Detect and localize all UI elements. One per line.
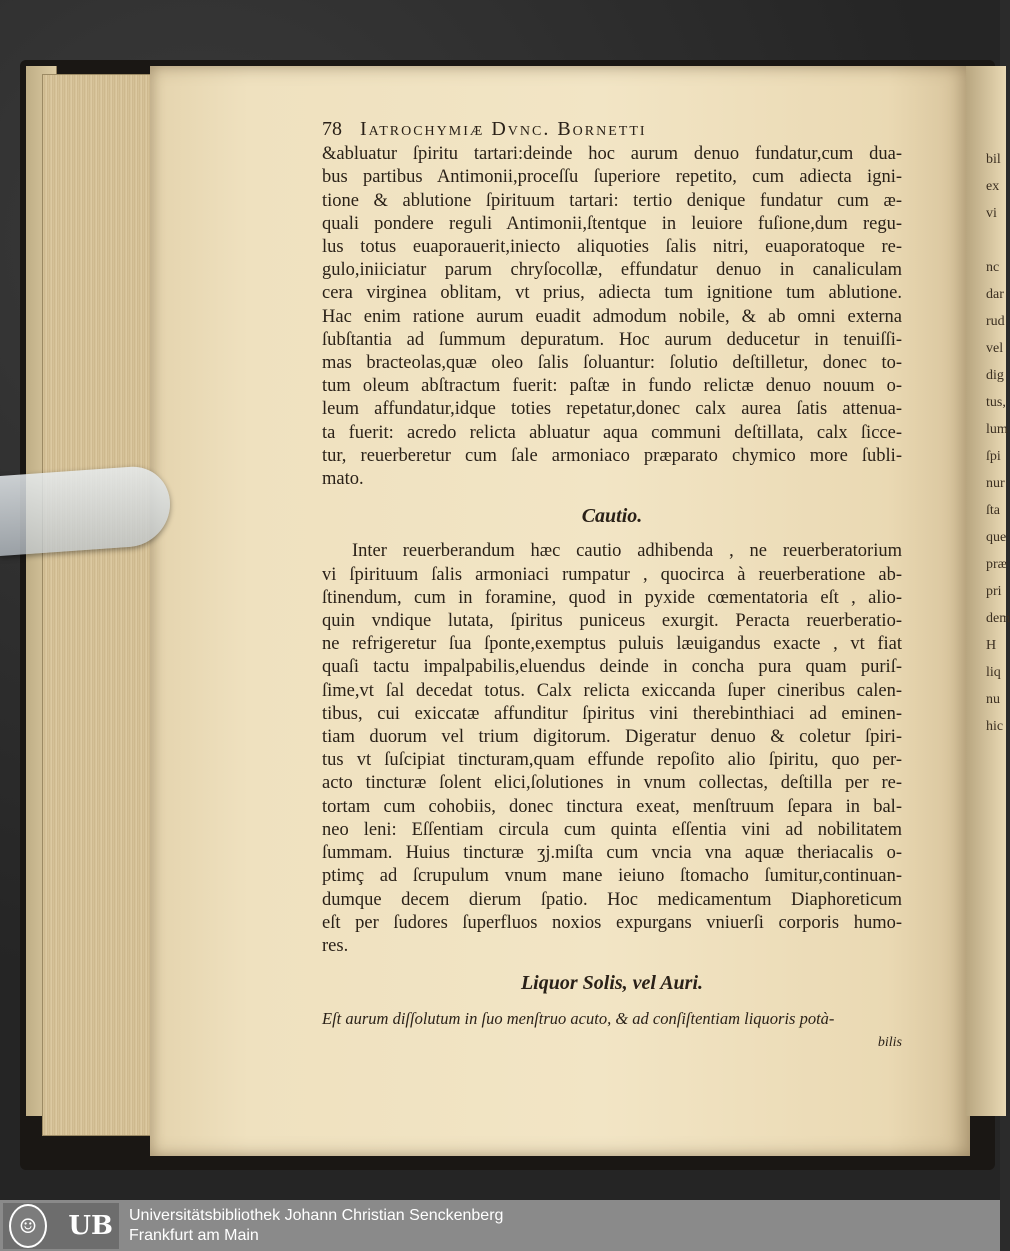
text-line: tum oleum abſtractum fuerit: paſtæ in fundo relictæ denuo nouum o- — [322, 376, 902, 397]
text-line: Hac enim ratione aurum euadit admodum nobile, & ab omni externa — [322, 306, 902, 327]
text-line: neo leni: Eſſentiam circula cum quinta eſſentia vini ad nobilitatem — [322, 819, 902, 840]
text-line: tibus, cui exiccatæ affunditur ſpiritus vini therebinthiaci ad eminen- — [322, 703, 902, 724]
library-name-line-2: Frankfurt am Main — [129, 1226, 259, 1244]
text-line: &abluatur ſpiritu tartari:deinde hoc aurum denuo fundatur,cum dua- — [322, 144, 902, 165]
text-line: Inter reuerberandum hæc cautio adhibenda , ne reuerberatorium — [352, 541, 902, 562]
text-line: vi ſpirituum ſalis armoniaci rumpatur , quocirca à reuerberatione ab- — [322, 564, 902, 585]
paragraph-3-line: Eſt aurum diſſolutum in ſuo menſtruo acuto, & ad conſiſtentiam liquoris potà- — [322, 1009, 835, 1029]
page-header — [322, 118, 902, 141]
text-line: tiam duorum vel trium digitorum. Digeratur denuo & coletur ſpiri- — [322, 727, 902, 748]
text-line: gulo,iniiciatur parum chryſocollæ, effundatur denuo in canaliculam — [322, 260, 902, 281]
text-line: mas bracteolas,quæ oleo ſalis ſoluantur: ſolutio deſtilletur, donec to- — [322, 353, 902, 374]
library-name-line-1: Universitätsbibliothek Johann Christian Senckenberg — [129, 1206, 504, 1224]
catchword: bilis — [877, 1034, 902, 1050]
text-line: leum affundatur,idque toties repetatur,donec calx aurea ſatis attenua- — [322, 399, 902, 420]
text-line: dumque decem dierum ſpatio. Hoc medicamentum Diaphoreticum — [322, 889, 902, 910]
running-head: Iatrochymiæ Dvnc. Bornetti — [360, 118, 647, 140]
text-line: quin vndique lutata, ſpiritus puniceus exurgit. Peracta reuerberatio- — [322, 611, 902, 632]
text-line: mato. — [322, 469, 364, 490]
logo-text: UB — [68, 1210, 113, 1241]
text-line: ſubſtantia ad ſummum depuratum. Hoc aurum deducetur in tenuiſſi- — [322, 329, 902, 350]
text-line: ptimç ad ſcrupulum vnum mane ieiuno ſtomacho ſumitur,continuan- — [322, 866, 902, 887]
facing-page-text: bil ex vi nc dar rud vel dig tus, lum ſpi nur ſta que præ pri dem H liq nu hic — [986, 152, 1010, 734]
section-heading-liquor: Liquor Solis, vel Auri. — [520, 972, 704, 995]
text-line: lus totus euaporauerit,iniecto aliquoties ſalis nitri, euaporatoque re- — [322, 237, 902, 258]
text-line: ſime,vt ſal decedat totus. Calx relicta exiccanda ſuper cineribus calen- — [322, 680, 902, 701]
text-line: tortam cum cohobiis, donec tinctura exeat, menſtruum ſepara in bal- — [322, 796, 902, 817]
text-line: eſt per ſudores ſuperfluos noxios expurgans vniuerſi corporis humo- — [322, 912, 902, 933]
facing-page-fragment — [966, 66, 1010, 1116]
page-number: 78 — [322, 118, 342, 140]
text-line: quali pondere reguli Antimonii,ſtentque in leuiore fuſione,dum regu- — [322, 213, 902, 234]
text-line: quaſi tactu impalpabilis,eluendus deinde in concha pura quam puriſ- — [322, 657, 902, 678]
text-line: res. — [322, 935, 349, 956]
library-name — [129, 1206, 503, 1246]
section-heading-cautio: Cautio. — [581, 505, 643, 528]
page-text-block — [322, 118, 902, 1054]
text-line: cera virginea oblitam, vt prius, adiecta tum ignitione tum ablutione. — [322, 283, 902, 304]
text-line: tus vt ſuſcipiat tincturam,quam effunde repoſito alio ſpiritu, quo per- — [322, 750, 902, 771]
paragraph-1 — [322, 143, 902, 491]
library-footer — [0, 1200, 1000, 1251]
text-line: bus partibus Antimonii,proceſſu ſuperiore repetito, cum adiecta igni- — [322, 167, 902, 188]
text-line: acto tincturæ ſolent elici,ſolutiones in vnum collectas, deſtilla per re- — [322, 773, 902, 794]
portrait-seal-icon: ☺ — [9, 1204, 47, 1248]
text-line: ſummam. Huius tincturæ ʒj.miſta cum vncia vna aquæ theriacalis o- — [322, 843, 902, 864]
text-line: tione & ablutione ſpirituum tartari: tertio denique fundatur cum æ- — [322, 190, 902, 211]
text-line: ne refrigeretur ſua ſponte,exemptus puluis læuigandus exacte , vt fiat — [322, 634, 902, 655]
text-line: tur, reuerberetur cum ſale armoniaco præparato chymico more ſubli- — [322, 445, 902, 466]
text-line: ſtinendum, cum in foramine, quod in pyxide cœmentatoria eſt , alio- — [322, 587, 902, 608]
library-logo — [3, 1203, 119, 1249]
text-line: ta fuerit: acredo relicta abluatur aqua communi deſtillata, calx ſicce- — [322, 422, 902, 443]
paragraph-2 — [322, 540, 902, 958]
page-weight-clip — [0, 464, 170, 556]
